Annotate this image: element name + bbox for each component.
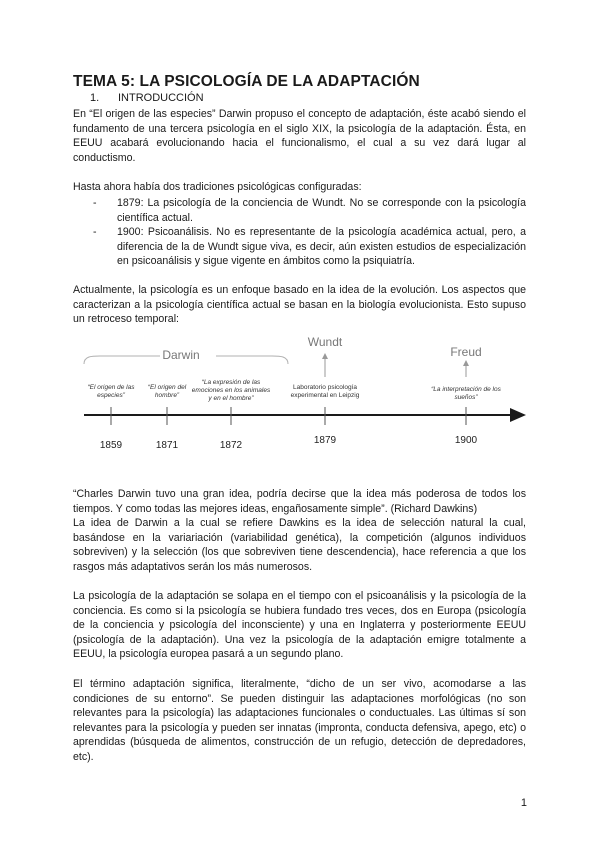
wundt-label: Wundt (307, 335, 343, 349)
event-caption-1859 (88, 384, 136, 399)
paragraph-seleccion: La idea de Darwin a la cual se refiere Dawkins es la idea de selección natural la cual, basándose en la variariación (variabilidad genética), la competición (algunos individuos sobreviven) y la selección (los que sobreviven tiene descendencia), hace referencia a que los rasgos más adaptativos serán los más numerosos. (73, 517, 526, 573)
timeline-arrowhead (510, 408, 526, 422)
paragraph-solapamiento: La psicología de la adaptación se solapa en el tiempo con el psicoanálisis y la psicología de la conciencia. Es como si la psicología se hubiera fundado tres veces, dos en Europa (psicología de la conciencia y psicología del inconsciente) y una en Inglaterra y posteriormente EEUU (psicología de la adaptación). Una vez la psicología de la adaptación emigre totalmente a EEUU, la psicología europea pasará a un segundo plano. (73, 590, 526, 660)
list-item: - 1879: La psicología de la conciencia de Wundt. No se corresponde con la psicología científica actual. (93, 197, 526, 224)
event-caption-1879 (291, 384, 360, 399)
section-number: 1. (90, 92, 100, 104)
paragraph-traditions: Hasta ahora había dos tradiciones psicológicas configuradas: (73, 181, 362, 193)
svg-text:hombre”: hombre” (154, 392, 180, 399)
svg-text:sueños”: sueños” (454, 394, 478, 401)
section-heading (90, 92, 204, 104)
list-item: - 1900: Psicoanálisis. No es representante de la psicología académica actual, pero, a diferencia de la de Wundt sigue viva, es decir, aún existen estudios de especialización en psicoanálisis y sigue vigente en ámbitos como la psiquiatría. (93, 226, 526, 267)
svg-text:Laboratorio psicología: Laboratorio psicología (293, 384, 357, 391)
freud-label: Freud (450, 345, 482, 359)
year-1900: 1900 (454, 435, 478, 446)
paragraph-adaptacion: El término adaptación significa, literalmente, “dicho de un ser vivo, acomodarse a las condiciones de su entorno”. Se pueden distinguir las adaptaciones morfológicas (no son relevantes para la psicología) las adaptaciones funcionales o conductuales. Las últimas sí son relevantes para la psicología y pueden ser innatas (impronta, conducta defensiva, apego, etc) o aprendidas (búsqueda de alimentos, construcción de un refugio, detección de depredadores, etc). (73, 678, 526, 763)
svg-text:“El origen del: “El origen del (147, 384, 187, 391)
timeline-diagram (0, 330, 600, 465)
year-1859: 1859 (99, 440, 123, 451)
svg-text:especies”: especies” (97, 392, 125, 399)
page-number: 1 (520, 797, 527, 809)
paragraph-actualidad: Actualmente, la psicología es un enfoque basado en la idea de la evolución. Los aspectos que caracterizan a la psicología científica actual se basan en la biología evolucionista. Esto supuso un retroceso temporal: (73, 284, 526, 325)
svg-text:“El origen de las: “El origen de las (87, 384, 135, 391)
page-title: TEMA 5: LA PSICOLOGÍA DE LA ADAPTACIÓN (73, 73, 420, 90)
year-1871: 1871 (155, 440, 179, 451)
svg-text:“La expresión de las: “La expresión de las (201, 379, 261, 386)
darwin-label: Darwin (162, 348, 200, 363)
event-caption-1900 (431, 386, 501, 401)
event-caption-1871 (148, 384, 187, 399)
paragraph-quote: “Charles Darwin tuvo una gran idea, podría decirse que la idea más poderosa de todos los tiempos. Y como todas las mejores ideas, engañosamente simple”. (Richard Dawkins) (73, 488, 526, 515)
year-1879: 1879 (313, 435, 337, 446)
svg-text:“La interpretación de los: “La interpretación de los (431, 386, 501, 393)
traditions-list (93, 196, 526, 269)
year-1872: 1872 (219, 440, 243, 451)
svg-text:emociones en los animales: emociones en los animales (191, 387, 271, 394)
section-label: INTRODUCCIÓN (118, 92, 204, 104)
svg-text:y en el hombre”: y en el hombre” (208, 395, 254, 402)
svg-text:experimental en Leipzig: experimental en Leipzig (290, 392, 360, 399)
event-caption-1872 (192, 379, 271, 402)
paragraph-intro: En “El origen de las especies” Darwin propuso el concepto de adaptación, éste acabó siendo el fundamento de una tercera psicología en el siglo XIX, la psicología de la adaptación. Ésta, en EEUU acabará evolucionando hacia el funcionalismo, el cual a su vez dará lugar al conductismo. (73, 108, 526, 164)
